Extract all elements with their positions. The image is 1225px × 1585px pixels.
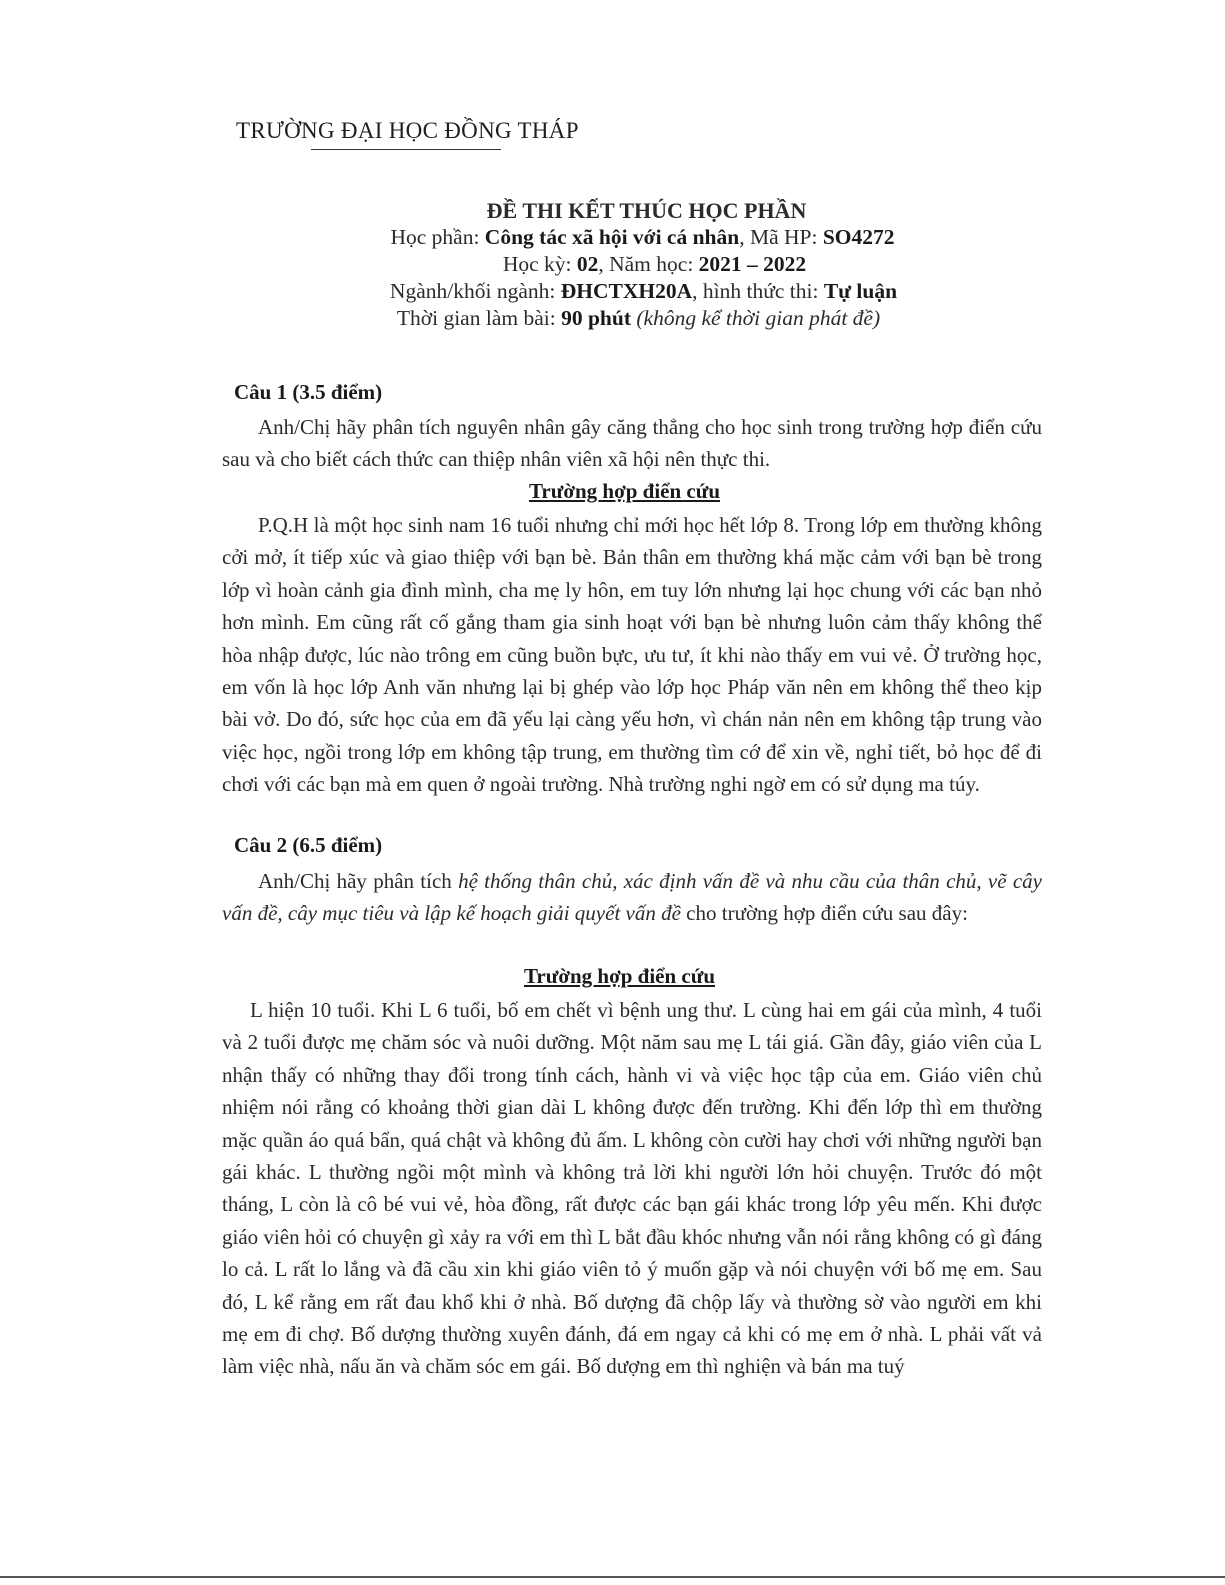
school-name: TRƯỜNG ĐẠI HỌC ĐỒNG THÁP [236,118,579,143]
question-1-heading: Câu 1 (3.5 điểm) [234,380,383,404]
form-label: , hình thức thi: [692,279,824,303]
case-1-heading: Trường hợp điển cứu [528,479,721,503]
case-1-text [222,509,1042,801]
time-label: Thời gian làm bài: [396,306,562,330]
question-2-prompt [222,865,1042,930]
semester-value: 02 [576,252,599,276]
major-label: Ngành/khối ngành: [389,279,561,303]
time-value: 90 phút [561,306,632,330]
major-value: ĐHCTXH20A [560,279,693,303]
year-label: , Năm học: [598,252,699,276]
exam-header [0,197,1225,332]
question-2-heading: Câu 2 (6.5 điểm) [234,833,383,857]
exam-title: ĐỀ THI KẾT THÚC HỌC PHẦN [486,198,807,223]
course-label: Học phần: [390,225,485,249]
major-line [62,278,1225,305]
case-2-text [222,994,1042,1383]
case-1-body: P.Q.H là một học sinh nam 16 tuổi nhưng chỉ mới học hết lớp 8. Trong lớp em thường không cởi mở, ít tiếp xúc và giao thiệp với bạn bè. Bản thân em thường khá mặc cảm với bạn bè trong lớp vì hoàn cảnh gia đình mình, cha mẹ ly hôn, em tuy lớn nhưng lại học chung với các bạn nhỏ hơn mình. Em cũng rất cố gắng tham gia sinh hoạt với bạn bè nhưng luôn cảm thấy không thể hòa nhập được, lúc nào trông em cũng buồn bực, ưu tư, ít khi nào thấy em vui vẻ. Ở trường học, em vốn là học lớp Anh văn nhưng lại bị ghép vào lớp học Pháp văn nên em không thể theo kịp bài vở. Do đó, sức học của em đã yếu lại càng yếu hơn, vì chán nản nên em không tập trung vào việc học, ngồi trong lớp em không tập trung, em thường tìm cớ để xin về, nghỉ tiết, bỏ học để đi chơi với các bạn mà em quen ở ngoài trường. Nhà trường nghi ngờ em có sử dụng ma túy. [222,513,1042,797]
year-value: 2021 – 2022 [698,252,807,276]
semester-label: Học kỳ: [502,252,577,276]
case-2-heading: Trường hợp điển cứu [523,964,716,988]
course-name: Công tác xã hội với cá nhân [484,225,740,249]
form-value: Tự luận [823,279,898,303]
school-name-underline [311,149,501,150]
course-line [60,224,1225,251]
code-label: , Mã HP: [739,225,823,249]
semester-line [84,251,1225,278]
case-2-body: L hiện 10 tuổi. Khi L 6 tuổi, bố em chết vì bệnh ung thư. L cùng hai em gái của mình, 4 tuổi và 2 tuổi được mẹ chăm sóc và nuôi dưỡng. Một năm sau mẹ L tái giá. Gần đây, giáo viên của L nhận thấy có những thay đổi trong tính cách, hành vi và việc học tập của em. Giáo viên chủ nhiệm nói rằng có khoảng thời gian dài L không được đến trường. Khi đến lớp thì em thường mặc quần áo quá bẩn, quá chật và không đủ ấm. L không còn cười hay chơi với những người bạn gái khác. L thường ngồi một mình và không trả lời khi người lớn hỏi chuyện. Trước đó một tháng, L còn là cô bé vui vẻ, hòa đồng, rất được các bạn gái khác trong lớp yêu mến. Khi được giáo viên hỏi có chuyện gì xảy ra với em thì L bắt đầu khóc nhưng vẫn nói rằng không có gì đáng lo cả. L rất lo lắng và đã cầu xin khi giáo viên tỏ ý muốn gặp và nói chuyện với bố mẹ em. Sau đó, L kể rằng em rất đau khổ khi ở nhà. Bố dượng đã chộp lấy và thường sờ vào người em khi mẹ em đi chợ. Bố dượng thường xuyên đánh, đá em ngay cả khi có mẹ em ở nhà. L phải vất vả làm việc nhà, nấu ăn và chăm sóc em gái. Bố dượng em thì nghiện và bán ma tuý [222,998,1042,1379]
question-1-prompt-text: Anh/Chị hãy phân tích nguyên nhân gây căng thẳng cho học sinh trong trường hợp điển cứu sau và cho biết cách thức can thiệp nhân viên xã hội nên thực thi. [222,415,1042,472]
question-2-prompt-b: cho trường hợp điển cứu sau đây: [680,901,968,926]
time-line [52,305,1225,332]
time-note: (không kể thời gian phát đề) [636,306,881,330]
question-2-prompt-a: Anh/Chị hãy phân tích [258,869,459,893]
course-code: SO4272 [822,225,895,249]
page-bottom-edge [0,1576,1225,1578]
question-2-prompt-italic: hệ thống thân chủ, xác định vấn đề và nhu cầu của thân chủ, vẽ cây vấn đề, cây mục tiêu và lập kế hoạch giải quyết vấn đề [222,869,1042,926]
question-1-prompt [222,411,1042,476]
